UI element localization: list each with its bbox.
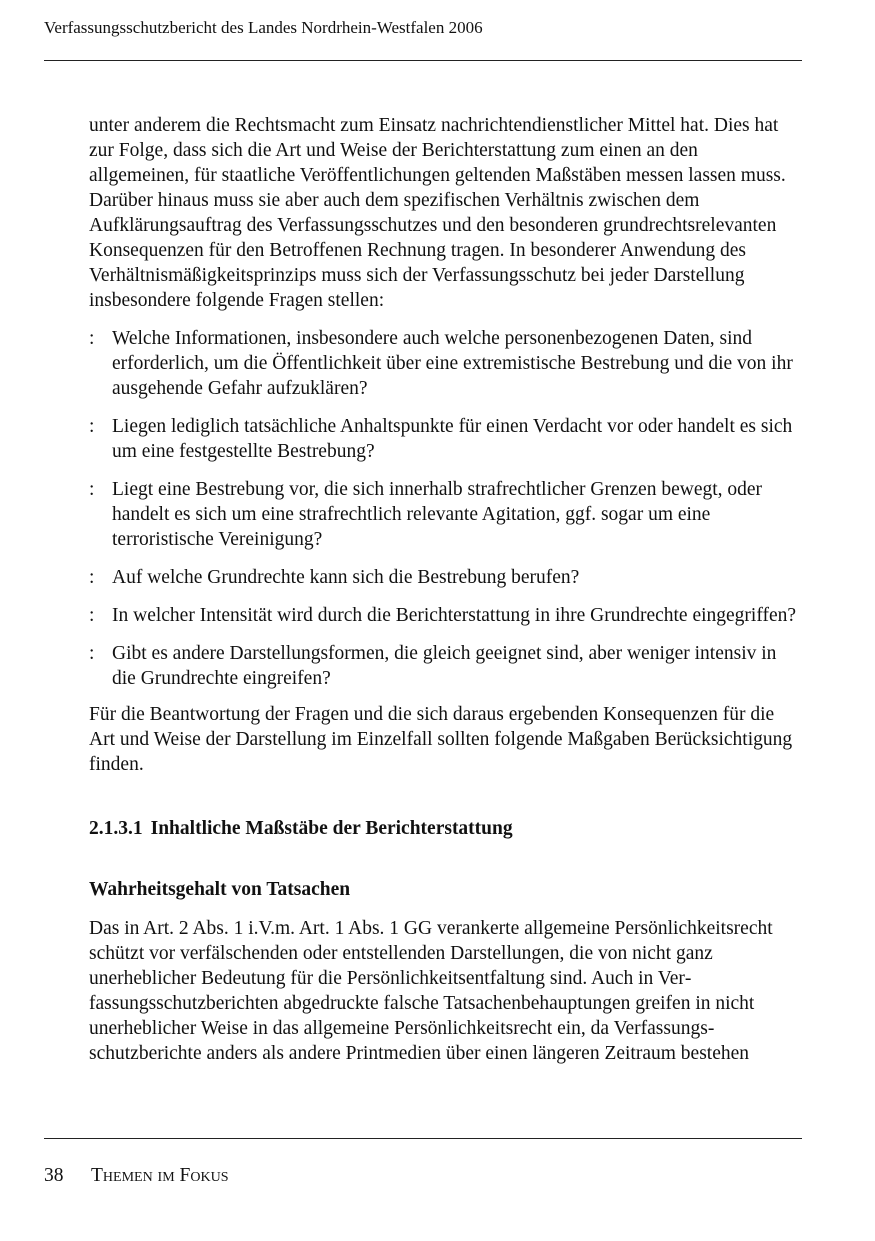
list-item [89, 565, 801, 590]
page-number: 38 [44, 1165, 64, 1186]
page-body [89, 113, 801, 1066]
page-footer [44, 1164, 229, 1188]
bullet-marker: : [89, 643, 95, 664]
list-item [89, 641, 801, 691]
list-item-text: Gibt es andere Darstellungsformen, die gleich geeignet sind, aber weniger intensiv in die Grundrechte eingreifen? [112, 643, 777, 689]
section-title: Inhaltliche Maßstäbe der Berichterstattung [150, 818, 513, 839]
list-item [89, 603, 801, 628]
bullet-marker: : [89, 567, 95, 588]
section-heading [89, 816, 801, 841]
list-item-text: Liegen lediglich tatsächliche Anhaltspunkte für einen Verdacht vor oder handelt es sich um eine festgestellte Bestrebung? [112, 416, 793, 462]
bullet-marker: : [89, 416, 95, 437]
bullet-marker: : [89, 328, 95, 349]
list-item-text: Liegt eine Bestrebung vor, die sich innerhalb strafrechtlicher Grenzen bewegt, oder handelt es sich um eine strafrechtlich relevante Agitation, ggf. sogar um eine terroristische Vereinigung? [112, 479, 763, 550]
chapter-label: Themen im Fokus [91, 1165, 229, 1186]
intro-paragraph: unter anderem die Rechtsmacht zum Einsatz nachrichtendienstlicher Mittel hat. Dies hat zur Folge, dass sich die Art und Weise der Berichterstattung zum einen an den allgemeinen, für staatliche Veröffentlichungen geltenden Maßstäben messen lassen muss. Darüber hinaus muss sie aber auch dem spezifischen Verhältnis zwischen dem Aufklärungsauftrag des Verfassungsschutzes und den besonderen grundrechtsrelevanten Konsequenzen für den Betroffenen Rechnung tragen. In besonderer Anwendung des Verhältnismäßigkeitsprinzips muss sich der Verfassungsschutz bei jeder Darstellung insbesondere folgende Fragen stellen: [89, 115, 786, 311]
section-number: 2.1.3.1 [89, 818, 143, 839]
list-item-text: Welche Informationen, insbesondere auch welche personenbezogenen Daten, sind erforderlich, um die Öffentlichkeit über eine extremistische Bestrebung und die von ihr ausgehende Gefahr aufzuklären? [112, 328, 793, 399]
list-item-text: Auf welche Grundrechte kann sich die Bestrebung berufen? [112, 567, 580, 588]
list-item [89, 414, 801, 464]
bullet-marker: : [89, 479, 95, 500]
question-list [89, 326, 801, 691]
bullet-marker: : [89, 605, 95, 626]
list-item [89, 326, 801, 401]
running-header: Verfassungsschutzbericht des Landes Nordrhein-Westfalen 2006 [44, 18, 483, 37]
list-item-text: In welcher Intensität wird durch die Berichterstattung in ihre Grundrechte eingegriffen? [112, 605, 797, 626]
header-rule [44, 60, 802, 61]
subheading: Wahrheitsgehalt von Tatsachen [89, 879, 351, 900]
list-item [89, 477, 801, 552]
conclusion-paragraph: Für die Beantwortung der Fragen und die sich daraus ergebenden Konsequenzen für die Art und Weise der Darstellung im Einzelfall sollten folgende Maßgaben Berücksichtigung finden. [89, 704, 793, 775]
footer-rule [44, 1138, 802, 1139]
body-paragraph: Das in Art. 2 Abs. 1 i.V.m. Art. 1 Abs. 1 GG verankerte allgemeine Persönlichkeitsrecht schützt vor verfälschenden oder entstellenden Darstellungen, die von nicht ganz unerheblicher Bedeutung für die Persönlichkeitsentfaltung sind. Auch in Verfassungsschutzberichten abgedruckte falsche Tatsachenbehauptungen greifen in nicht unerheblicher Weise in das allgemeine Persönlichkeitsrecht ein, da Verfassungsschutzberichte anders als andere Printmedien über einen längeren Zeitraum bestehen [89, 918, 773, 1064]
